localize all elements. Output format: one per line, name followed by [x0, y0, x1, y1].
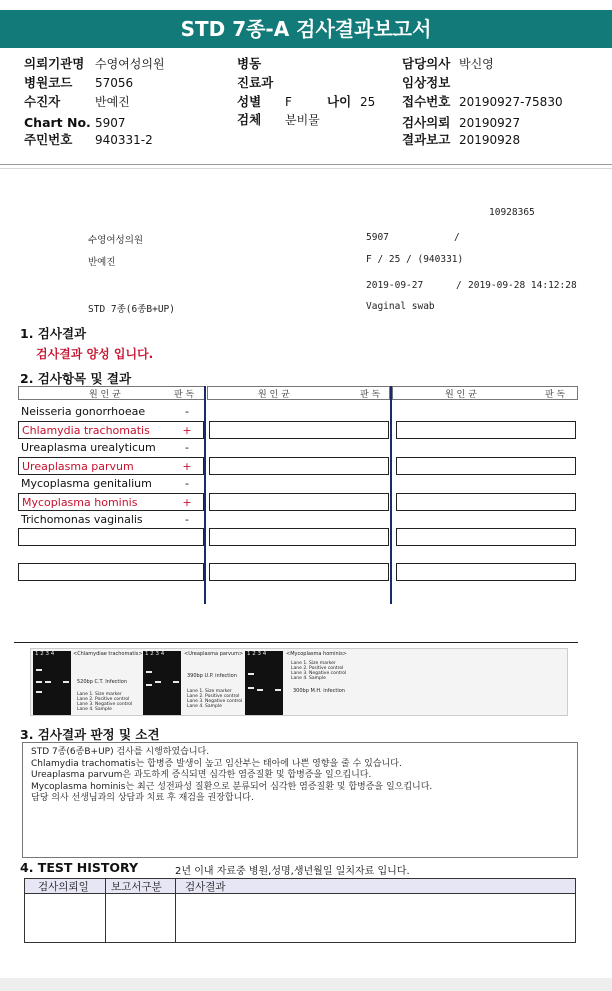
organism-result: +	[182, 496, 192, 509]
gel-image-ureaplasma	[143, 651, 181, 715]
report-date-reported: 2019-09-28 14:12:28	[468, 280, 577, 291]
column-divider	[204, 386, 206, 604]
gel-band-label: 300bp M.H. infection	[293, 688, 345, 694]
gel-band	[36, 691, 42, 693]
organism-result: -	[185, 513, 189, 526]
info-value-chart-no: 5907	[95, 116, 126, 130]
column-header-judgement: 판 독	[174, 390, 195, 400]
column-header-2	[207, 386, 390, 400]
gel-band	[248, 687, 254, 689]
gel-electrophoresis-figure	[30, 648, 568, 716]
empty-result-row	[18, 563, 204, 581]
report-id: 10928365	[489, 207, 535, 218]
section1-title: 1. 검사결과	[20, 326, 87, 341]
gel-legend: Lane 4. Sample	[77, 707, 112, 712]
interpretation-line: 담당 의사 선생님과의 상담과 치료 후 재검을 권장합니다.	[31, 793, 254, 803]
gel-panel-title: <Mycoplasma hominis>	[286, 651, 347, 657]
gel-legend: Lane 1. Size marker	[187, 689, 232, 694]
info-label-report-date: 결과보고	[402, 132, 451, 147]
gel-band-label: 520bp C.T. Infection	[77, 679, 128, 685]
info-value-receipt-no: 20190927-75830	[459, 95, 563, 109]
info-value-request-date: 20190927	[459, 116, 521, 130]
report-date-received: 2019-09-27	[366, 280, 424, 291]
interpretation-line: Mycoplasma hominis는 최근 성전파성 질환으로 분류되어 심각한 염증질환 및 합병증을 일으킵니다.	[31, 781, 433, 792]
column-header-organism: 원 인 균	[445, 390, 477, 400]
result-row	[18, 457, 204, 475]
history-table-header	[25, 879, 575, 894]
info-value-hospital-code: 57056	[95, 76, 134, 90]
empty-result-row	[396, 528, 576, 546]
organism-result: +	[182, 424, 192, 437]
result-positive-message: 검사결과 양성 입니다.	[36, 347, 154, 361]
gel-band	[248, 673, 254, 675]
gel-image-chlamydia	[33, 651, 71, 715]
interpretation-box	[22, 742, 578, 858]
interpretation-line: Chlamydia trachomatis는 합병증 발생이 높고 임산부는 태아에 나쁜 영향을 줄 수 있습니다.	[31, 758, 402, 769]
organism-name: Neisseria gonorrhoeae	[21, 405, 146, 418]
patient-info	[0, 0, 612, 160]
section2-title: 2. 검사항목 및 결과	[20, 371, 132, 386]
organism-name: Mycoplasma hominis	[22, 496, 138, 509]
empty-result-row	[396, 421, 576, 439]
history-col-report-type: 보고서구분	[111, 881, 162, 893]
gel-legend: Lane 2. Positive control	[291, 666, 344, 671]
info-label-ward: 병동	[237, 56, 262, 71]
info-value-sex: F	[285, 95, 292, 109]
empty-result-row	[396, 493, 576, 511]
info-divider-shadow	[0, 168, 612, 169]
empty-result-row	[209, 563, 389, 581]
empty-result-row	[209, 457, 389, 475]
gel-legend: Lane 4. Sample	[187, 704, 222, 709]
gel-band-label: 390bp U.P. infection	[187, 673, 237, 679]
organism-result: -	[185, 405, 189, 418]
column-header-organism: 원 인 균	[258, 390, 290, 400]
history-table	[24, 878, 576, 943]
info-label-receipt-no: 접수번호	[402, 94, 451, 109]
info-value-age: 25	[360, 95, 376, 109]
organism-name: Chlamydia trachomatis	[22, 424, 150, 437]
gel-legend: Lane 1. Size marker	[291, 661, 336, 666]
empty-result-row	[209, 493, 389, 511]
history-note: 2년 이내 자료중 병원,성명,생년월일 일치자료 입니다.	[175, 866, 410, 877]
info-value-doctor: 박신영	[459, 57, 494, 71]
gel-band	[45, 681, 51, 683]
empty-result-row	[209, 421, 389, 439]
gel-band	[173, 681, 179, 683]
info-label-department: 진료과	[237, 75, 274, 90]
section3-title: 3. 검사결과 판정 및 소견	[20, 727, 160, 742]
result-row	[18, 403, 204, 421]
info-label-sex: 성별	[237, 94, 262, 109]
history-column-divider	[105, 879, 106, 942]
info-label-clinical-info: 임상정보	[402, 75, 451, 90]
result-row	[18, 475, 204, 493]
gel-legend: Lane 2. Positive control	[187, 694, 240, 699]
gel-image-mycoplasma	[245, 651, 283, 715]
report-sex-age: F / 25 / (940331)	[366, 254, 464, 265]
info-label-doctor: 담당의사	[402, 56, 451, 71]
gel-lane-numbers: 1 2 3 4	[145, 651, 165, 657]
organism-name: Mycoplasma genitalium	[21, 477, 152, 490]
column-header-1	[18, 386, 205, 400]
info-label-institution: 의뢰기관명	[24, 56, 85, 71]
history-col-result: 검사결과	[185, 881, 226, 893]
organism-result: -	[185, 441, 189, 454]
gel-legend: Lane 1. Size marker	[77, 692, 122, 697]
result-row	[18, 493, 204, 511]
gel-legend: Lane 3. Negative control	[291, 671, 347, 676]
result-row	[18, 421, 204, 439]
history-col-request-date: 검사의뢰일	[38, 881, 89, 893]
history-column-divider	[175, 879, 176, 942]
report-chart-slash: /	[454, 232, 460, 243]
report-specimen: Vaginal swab	[366, 301, 435, 312]
gel-band	[146, 684, 152, 686]
gel-band	[36, 669, 42, 671]
report-chart: 5907	[366, 232, 389, 243]
gel-lane-numbers: 1 2 3 4	[247, 651, 267, 657]
page-footer-bar	[0, 978, 612, 991]
report-patient: 반예진	[88, 257, 116, 268]
organism-result: +	[182, 460, 192, 473]
empty-result-row	[396, 457, 576, 475]
info-value-report-date: 20190928	[459, 133, 521, 147]
empty-result-row	[396, 563, 576, 581]
info-value-specimen: 분비물	[285, 113, 320, 127]
gel-divider	[14, 642, 578, 643]
gel-band	[36, 681, 42, 683]
info-label-chart-no: Chart No.	[24, 115, 91, 130]
gel-legend: Lane 3. Negative control	[77, 702, 133, 707]
gel-legend: Lane 2. Positive control	[77, 697, 130, 702]
column-header-organism: 원 인 균	[89, 390, 121, 400]
gel-band	[155, 681, 161, 683]
column-header-3	[392, 386, 578, 400]
empty-result-row	[18, 528, 204, 546]
gel-legend: Lane 4. Sample	[291, 676, 326, 681]
gel-band	[275, 689, 281, 691]
column-header-judgement: 판 독	[360, 390, 381, 400]
organism-name: Trichomonas vaginalis	[21, 513, 143, 526]
report-date-slash: /	[456, 280, 462, 291]
interpretation-line: Ureaplasma parvum은 과도하게 증식되면 심각한 염증질환 및 합병증을 일으킵니다.	[31, 770, 372, 780]
info-label-specimen: 검체	[237, 112, 262, 127]
report-test-name: STD 7종(6종B+UP)	[88, 304, 175, 315]
result-row	[18, 439, 204, 457]
organism-name: Ureaplasma parvum	[22, 460, 134, 473]
gel-panel-title: <Ureaplasma parvum>	[184, 651, 244, 657]
gel-band	[257, 689, 263, 691]
organism-name: Ureaplasma urealyticum	[21, 441, 156, 454]
info-label-hospital-code: 병원코드	[24, 75, 73, 90]
report-title: STD 7종-A 검사결과보고서	[0, 10, 612, 48]
gel-band	[63, 681, 69, 683]
info-divider	[0, 164, 612, 165]
column-header-judgement: 판 독	[545, 390, 566, 400]
info-value-patient: 반예진	[95, 95, 130, 109]
column-divider	[390, 386, 392, 604]
info-label-resident-no: 주민번호	[24, 132, 73, 147]
result-row	[18, 511, 204, 529]
report-hospital: 수영여성의원	[88, 235, 144, 246]
interpretation-line: STD 7종(6종B+UP) 검사를 시행하였습니다.	[31, 747, 210, 757]
organism-result: -	[185, 477, 189, 490]
info-value-resident-no: 940331-2	[95, 133, 153, 147]
info-label-patient: 수진자	[24, 94, 61, 109]
gel-band	[146, 671, 152, 673]
info-label-age: 나이	[327, 94, 352, 109]
gel-legend: Lane 3. Negative control	[187, 699, 243, 704]
gel-panel-title: <Chlamydiae trachomatis>	[73, 651, 143, 657]
section4-title: 4. TEST HISTORY	[20, 860, 139, 875]
empty-result-row	[209, 528, 389, 546]
info-label-request-date: 검사의뢰	[402, 115, 451, 130]
gel-lane-numbers: 1 2 3 4	[35, 651, 55, 657]
info-value-institution: 수영여성의원	[95, 57, 165, 71]
